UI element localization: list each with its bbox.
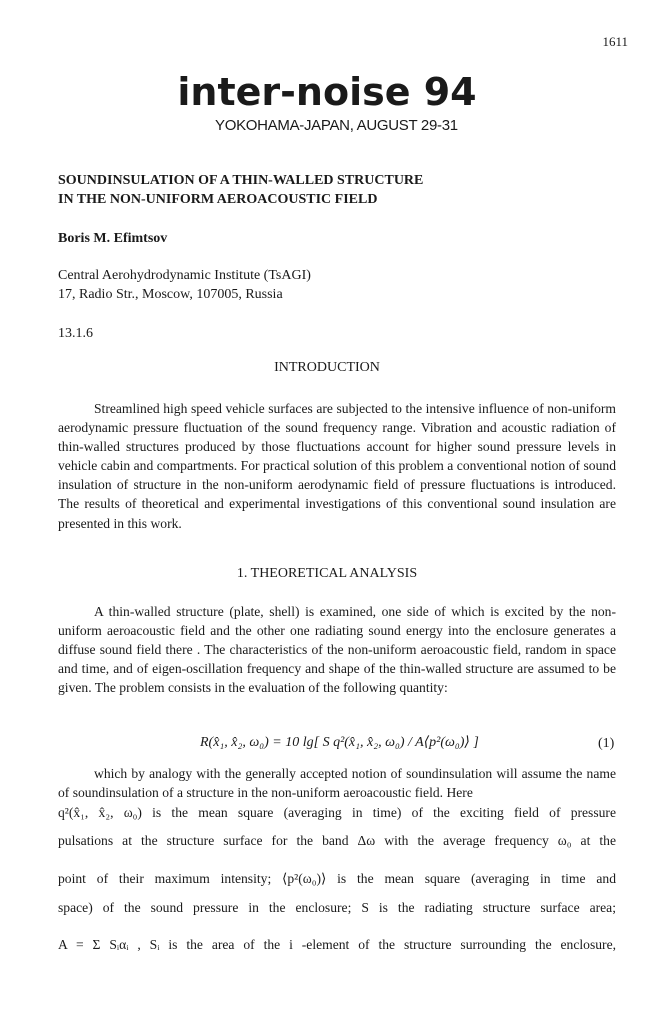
author-affiliation: [58, 266, 311, 304]
section-paragraph-1: A thin-walled structure (plate, shell) is examined, one side of which is excited by the non-uniform aeroacoustic field and the other one radiating sound energy into the enclosure generates a diffuse sound field there . The characteristics of the non-uniform aeroacoustic field, random in space and time, and of eigen-oscillation frequency and shape of the thin-walled structure are assumed to be given. The problem consists in the evaluation of the following quantity:: [58, 604, 616, 696]
text-line-pulsations: pulsations at the structure surface for the band Δω with the average frequency ω₀ at the: [58, 833, 616, 848]
text-line-point: point of their maximum intensity; ⟨p²(ω₀)⟩ is the mean square (averaging in time and: [58, 871, 616, 886]
equation-1: R(x̂₁, x̂₂, ω₀) = 10 lg[ S q²(x̂₁, x̂₂, ω₀) / A⟨p²(ω₀)⟩ ]: [200, 735, 479, 750]
paper-title-line-1: SOUNDINSULATION OF A THIN-WALLED STRUCTURE: [58, 173, 424, 188]
author-name: Boris M. Efimtsov: [58, 231, 168, 246]
conference-logo: inter-noise 94: [177, 70, 477, 114]
classification-code: 13.1.6: [58, 326, 93, 341]
page-number: 1611: [602, 34, 628, 49]
equation-number: (1): [598, 736, 615, 751]
introduction-paragraph: Streamlined high speed vehicle surfaces are subjected to the intensive influence of non-uniform aerodynamic pressure fluctuation of the sound frequency range. Vibration and acoustic radiation of thin-walled structures produced by those fluctuations account for higher sound pressure levels in vehicle cabin and compartments. For practical solution of this problem a conventional notion of sound insulation of structure in the non-uniform aerodynamic field of pressure fluctuations is introduced. The results of theoretical and experimental investigations of this conventional sound insulation are presented in this work.: [58, 401, 616, 531]
text-line-space: space) of the sound pressure in the enclosure; S is the radiating structure surface area;: [58, 900, 616, 915]
paper-title: [58, 171, 423, 209]
affiliation-line-2: 17, Radio Str., Moscow, 107005, Russia: [58, 287, 283, 302]
affiliation-line-1: Central Aerohydrodynamic Institute (TsAGI): [58, 268, 311, 283]
text-line-A: A = Σ Sᵢαᵢ , Sᵢ is the area of the i -element of the structure surrounding the enclosure,: [58, 937, 616, 952]
introduction-heading: INTRODUCTION: [274, 360, 380, 375]
text-line-q: q²(x̂₁, x̂₂, ω₀) is the mean square (averaging in time) of the exciting field of pressure: [58, 805, 616, 820]
section-paragraph-2: which by analogy with the generally accepted notion of soundinsulation will assume the name of soundinsulation of a structure in the non-uniform aeroacoustic field. Here: [58, 766, 616, 801]
conference-location-date: YOKOHAMA-JAPAN, AUGUST 29-31: [215, 117, 458, 134]
paper-title-line-2: IN THE NON-UNIFORM AEROACOUSTIC FIELD: [58, 192, 378, 207]
section-heading: 1. THEORETICAL ANALYSIS: [236, 566, 418, 581]
